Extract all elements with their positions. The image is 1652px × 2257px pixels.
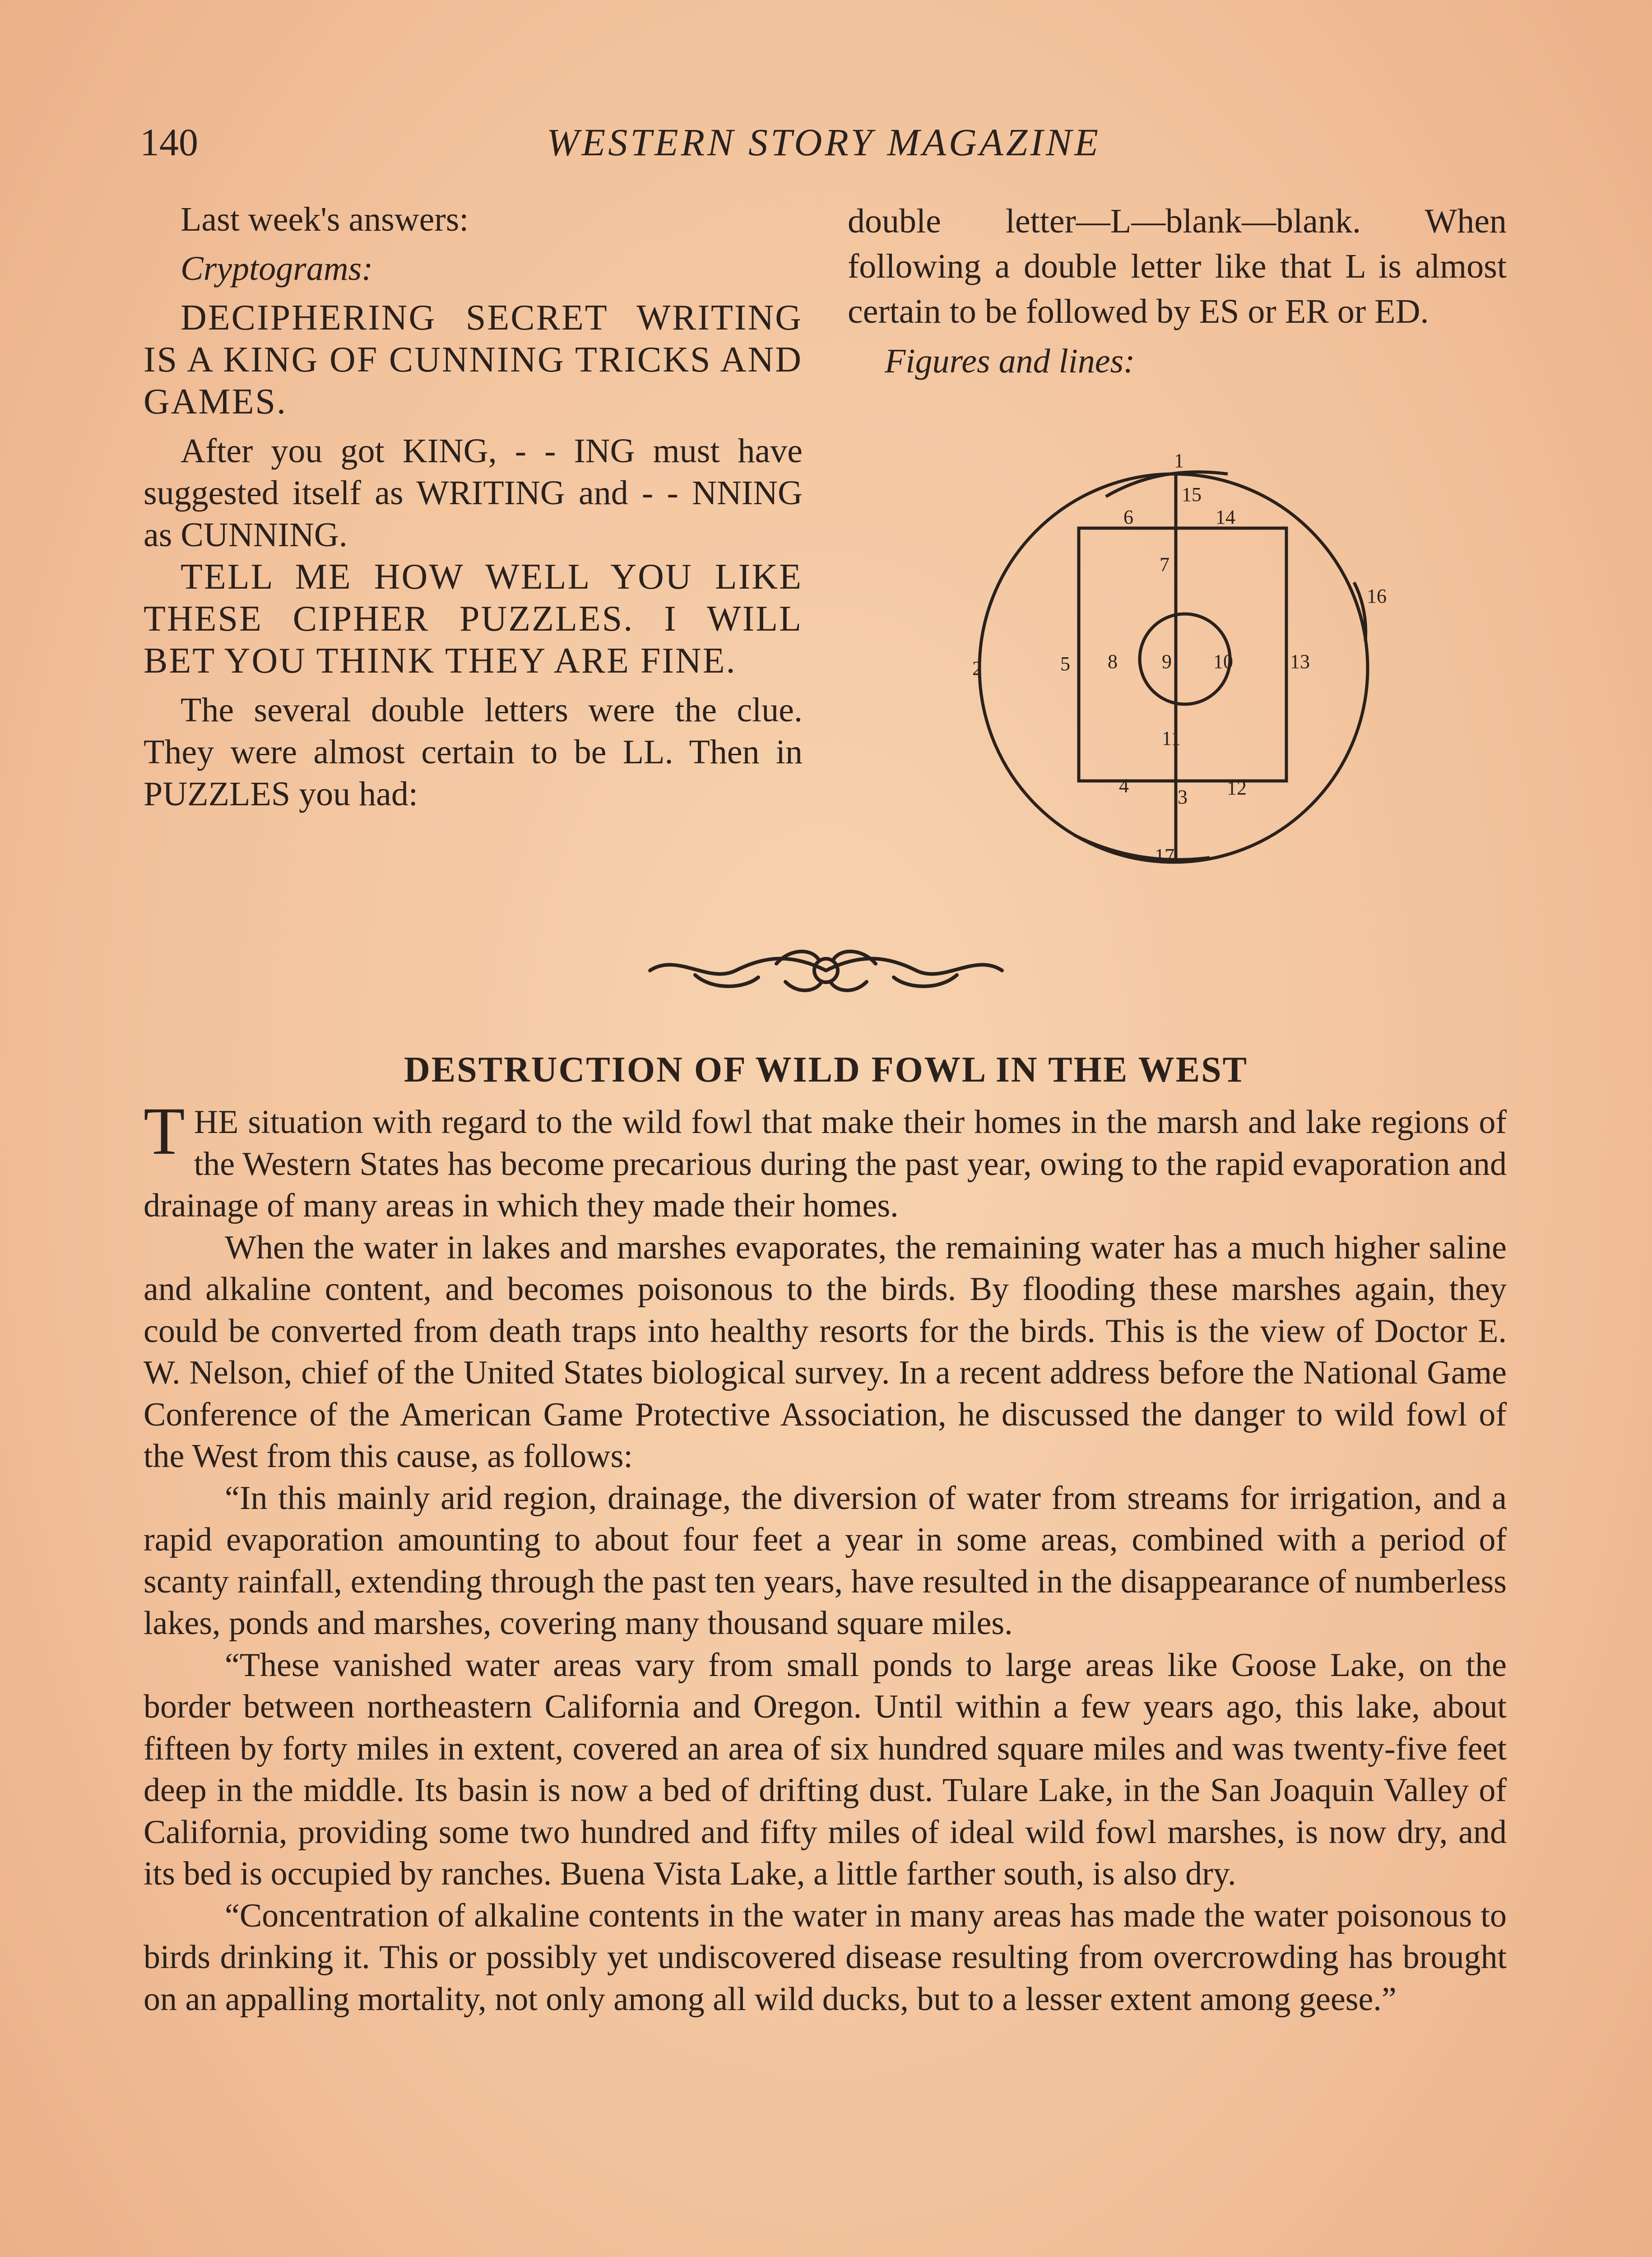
- answer-explanation-1: After you got KING, - - ING must have suggested itself as WRITING and - - NNING as CUNNING.: [144, 432, 803, 554]
- figure-label: 8: [1108, 650, 1118, 673]
- figure-label: 13: [1290, 650, 1310, 673]
- cryptogram-answer-1: DECIPHERING SECRET WRITING IS A KING OF CUNNING TRICKS AND GAMES.: [144, 298, 803, 422]
- figure-label: 3: [1178, 786, 1188, 808]
- decorative-ornament: [641, 939, 1011, 1002]
- figure-label: 1: [1174, 450, 1184, 472]
- article-paragraph-3: “In this mainly arid region, drainage, the diversion of water from streams for irrigation, and a rapid evaporation amounting to about four feet a year in some areas, combined with a period of scanty rainfall, extending through the past ten years, have resulted in the disappearance of numberless lakes, ponds and marshes, covering many thousand square miles.: [144, 1479, 1507, 1642]
- running-title: WESTERN STORY MAGAZINE: [547, 121, 1101, 164]
- figures-heading: Figures and lines:: [885, 342, 1135, 380]
- figure-label: 16: [1367, 585, 1387, 607]
- answer-explanation-3: double letter—L—blank—blank. When following a double letter like that L is almost certain to be followed by ES or ER or ED.: [848, 202, 1507, 330]
- page-header: [140, 120, 1508, 169]
- figure-label: 14: [1216, 506, 1235, 528]
- article-paragraph-5: “Concentration of alkaline contents in the water in many areas has made the water poisonous to birds drinking it. This or possibly yet undiscovered disease resulting from overcrowding has brought on an appalling mortality, not only among all wild ducks, but to a lesser extent among geese.”: [144, 1897, 1507, 2018]
- article-paragraph-2: When the water in lakes and marshes evaporates, the remaining water has a much higher saline and alkaline content, and becomes poisonous to the birds. By flooding these marshes again, they could be converted from death traps into healthy resorts for the birds. This is the view of Doctor E. W. Nelson, chief of the United States biological survey. In a recent address before the National Game Conference of the American Game Protective Association, he discussed the danger to wild fowl of the West from this cause, as follows:: [144, 1229, 1507, 1475]
- article-paragraph-1: [144, 1094, 1507, 1227]
- article-body: [144, 1094, 1507, 2020]
- article-paragraph-1-text: HE situation with regard to the wild fowl that make their homes in the marsh and lake regions of the Western States has become precarious during the past year, owing to the rapid evaporation and drainage of many areas in which they made their homes.: [144, 1104, 1507, 1224]
- answers-intro: Last week's answers:: [181, 200, 469, 238]
- figure-label: 2: [972, 657, 982, 679]
- answers-left-column: [144, 199, 803, 815]
- figure-label: 12: [1227, 777, 1247, 799]
- figure-label: 17: [1155, 845, 1174, 867]
- figure-label: 5: [1060, 653, 1070, 675]
- figure-label: 15: [1182, 483, 1202, 506]
- figure-label: 11: [1161, 727, 1181, 749]
- article-paragraph-4: “These vanished water areas vary from small ponds to large areas like Goose Lake, on the border between northeastern California and Oregon. Until within a few years ago, this lake, about fifteen by forty miles in extent, covered an area of six hundred square miles and was twenty-five feet deep in the middle. Its basin is now a bed of drifting dust. Tulare Lake, in the San Joaquin Valley of California, providing some two hundred and fifty miles of ideal wild fowl marshes, is now dry, and its bed is occupied by ranches. Buena Vista Lake, a little farther south, is also dry.: [144, 1646, 1507, 1892]
- figure-label: 6: [1123, 506, 1133, 528]
- cryptogram-answer-2: TELL ME HOW WELL YOU LIKE THESE CIPHER PUZZLES. I WILL BET YOU THINK THEY ARE FINE.: [144, 557, 803, 681]
- figure-label: 9: [1162, 650, 1172, 673]
- figures-and-lines-diagram: [957, 447, 1408, 880]
- drop-cap: T: [144, 1094, 185, 1169]
- cryptograms-heading: Cryptograms:: [181, 250, 373, 288]
- figure-label: 10: [1213, 650, 1233, 673]
- arrow-bottom: [1074, 835, 1210, 859]
- answers-right-column: [848, 199, 1507, 384]
- figure-label: 4: [1119, 775, 1129, 797]
- page-number: 140: [140, 121, 198, 164]
- article-title: DESTRUCTION OF WILD FOWL IN THE WEST: [404, 1050, 1248, 1090]
- figure-label: 7: [1160, 553, 1169, 576]
- arrow-top: [1106, 472, 1228, 497]
- answer-explanation-2: The several double letters were the clue. They were almost certain to be LL. Then in PUZZLES you had:: [144, 691, 803, 813]
